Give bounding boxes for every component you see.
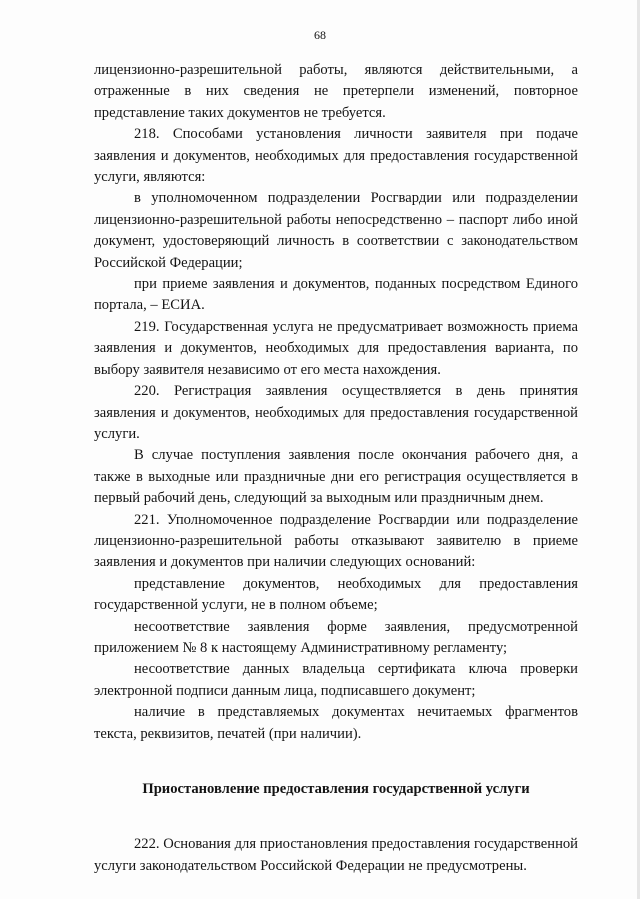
paragraph-218-item-2: при приеме заявления и документов, поданных посредством Единого портала, – ЕСИА. <box>94 276 578 314</box>
paragraph-219: 219. Государственная услуга не предусматривает возможность приема заявления и документов, необходимых для предоставления варианта, по выбору заявителя независимо от его места нахождения. <box>94 318 578 378</box>
paragraph-218-item-1: в уполномоченном подразделении Росгвардии или подразделении лицензионно-разрешительной работы непосредственно – паспорт либо иной документ, удостоверяющий личность в соответствии с законодательством Российской Федерации; <box>94 190 578 271</box>
paragraph-222: 222. Основания для приостановления предоставления государственной услуги законодательством Российской Федерации не предусмотрены. <box>94 836 578 874</box>
paragraph-220: 220. Регистрация заявления осуществляется в день принятия заявления и документов, необходимых для предоставления государственной услуги. <box>94 383 578 442</box>
section-heading: Приостановление предоставления государственной услуги <box>142 781 530 797</box>
paragraph-221-item-2: несоответствие заявления форме заявления, предусмотренной приложением № 8 к настоящему Административному регламенту; <box>94 618 578 656</box>
paragraph-221: 221. Уполномоченное подразделение Росгвардии или подразделение лицензионно-разрешительной работы отказывают заявителю в приеме заявления и документов при наличии следующих оснований: <box>94 511 578 571</box>
paragraph-221-item-1: представление документов, необходимых для предоставления государственной услуги, не в полном объеме; <box>94 575 578 614</box>
paragraph-218: 218. Способами установления личности заявителя при подаче заявления и документов, необходимых для предоставления государственной услуги, являются: <box>94 126 578 186</box>
paragraph-continuation: лицензионно-разрешительной работы, являются действительными, а отраженные в них сведения не претерпели изменений, повторное представление таких документов не требуется. <box>94 62 578 121</box>
document-body <box>94 60 578 877</box>
page-number: 68 <box>314 28 326 42</box>
paragraph-220-note: В случае поступления заявления после окончания рабочего дня, а также в выходные или праздничные дни его регистрация осуществляется в первый рабочий день, следующий за выходным или праздничным днем. <box>94 447 578 507</box>
paragraph-221-item-4: наличие в представляемых документах нечитаемых фрагментов текста, реквизитов, печатей (при наличии). <box>94 704 578 742</box>
paragraph-221-item-3: несоответствие данных владельца сертификата ключа проверки электронной подписи данным лица, подписавшего документ; <box>94 661 578 699</box>
